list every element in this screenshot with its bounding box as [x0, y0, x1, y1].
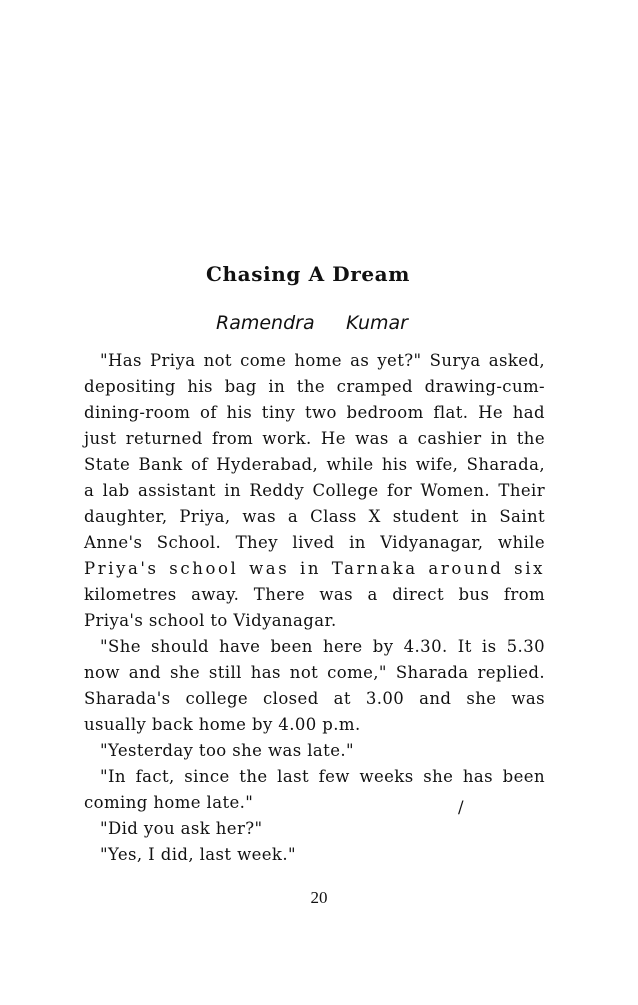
text-line: "Has Priya not come home as yet?" Surya asked, [100, 351, 545, 370]
author-first-name: Ramendra [216, 312, 315, 334]
text-line: kilometres away. There was a direct bus from [84, 585, 545, 604]
author-last-name: Kumar [346, 312, 408, 334]
story-title: Chasing A Dream [206, 262, 410, 286]
text-line: just returned from work. He was a cashier in the [84, 429, 545, 448]
text-line: usually back home by 4.00 p.m. [84, 715, 361, 734]
text-line: coming home late." [84, 793, 254, 812]
text-line: now and she still has not come," Sharada replied. [84, 663, 545, 682]
text-line: Priya's school to Vidyanagar. [84, 611, 337, 630]
stray-slash-mark: / [458, 798, 464, 817]
text-line: Sharada's college closed at 3.00 and she was [84, 689, 545, 708]
text-line: Anne's School. They lived in Vidyanagar, while [84, 533, 545, 552]
text-line: "In fact, since the last few weeks she has been [100, 767, 545, 786]
story-body [84, 348, 545, 868]
text-line: "Yes, I did, last week." [100, 845, 296, 864]
text-line: "She should have been here by 4.30. It is 5.30 [100, 637, 545, 656]
text-line: daughter, Priya, was a Class X student in Saint [84, 507, 545, 526]
text-line: State Bank of Hyderabad, while his wife, Sharada, [84, 455, 545, 474]
text-line: a lab assistant in Reddy College for Women. Their [84, 481, 545, 500]
text-line: dining-room of his tiny two bedroom flat. He had [84, 403, 545, 422]
text-line: "Did you ask her?" [100, 819, 263, 838]
text-line: Priya's school was in Tarnaka around six [84, 559, 545, 578]
page-number: 20 [310, 888, 328, 907]
text-line: "Yesterday too she was late." [100, 741, 354, 760]
text-line: depositing his bag in the cramped drawing-cum- [84, 377, 545, 396]
